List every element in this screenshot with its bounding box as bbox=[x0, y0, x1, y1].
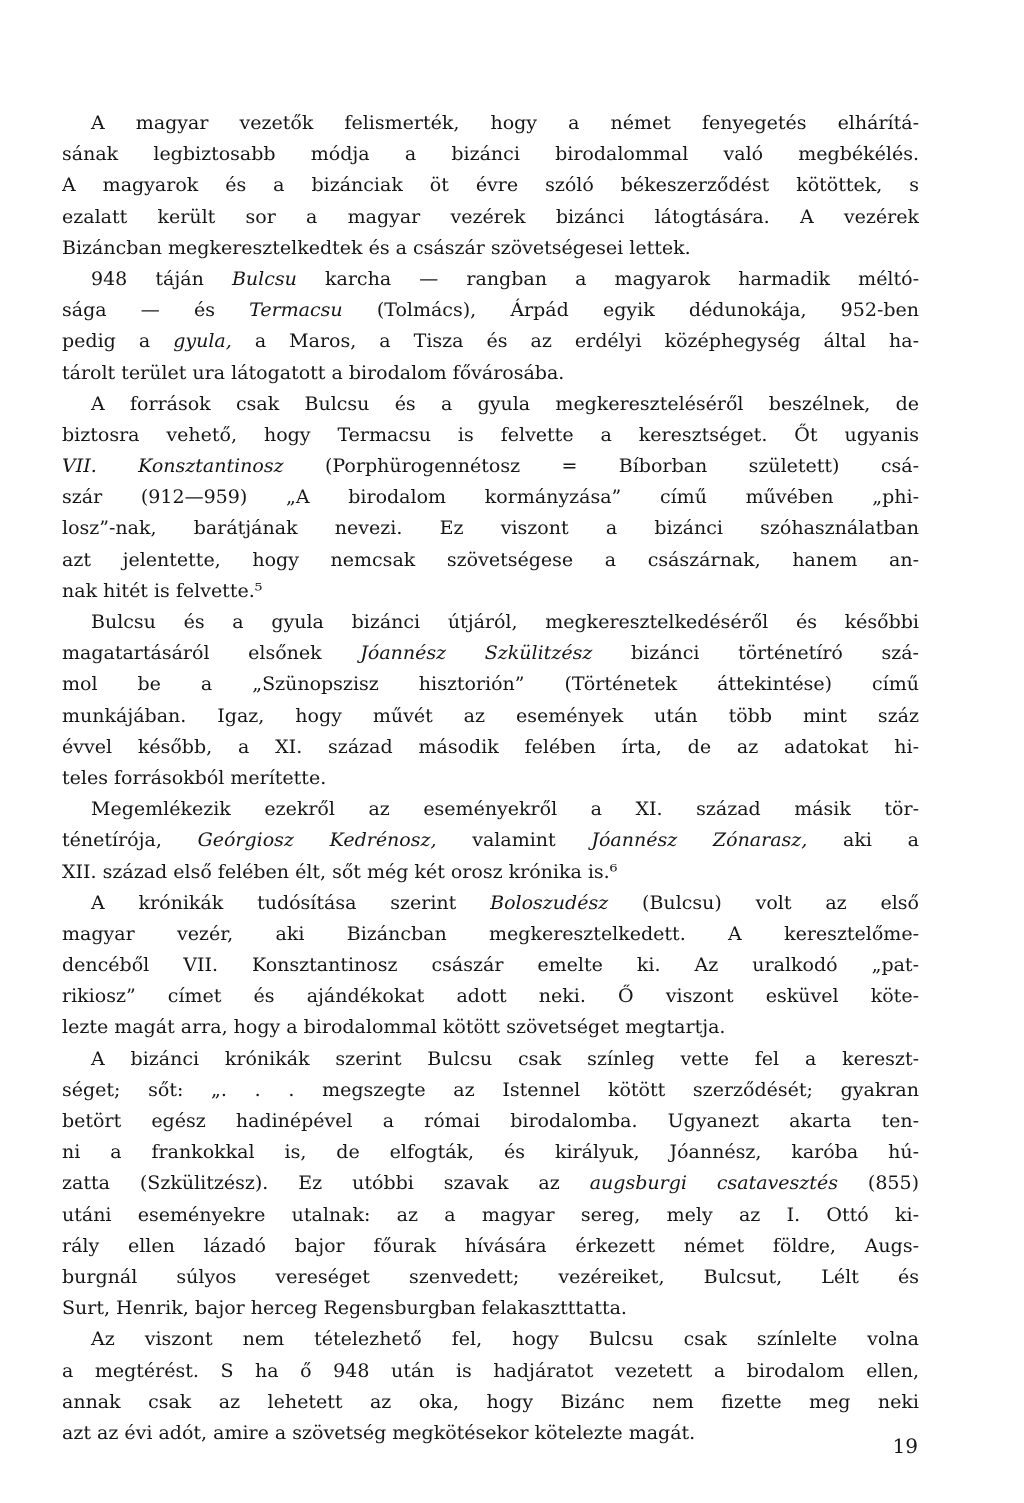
text-line: A magyar vezetők felismerték, hogy a német fenyegetés elhárítá- bbox=[91, 112, 919, 134]
text-line: ténetírója, Geórgiosz Kedrénosz, valamint Jóannész Zónarasz, aki a bbox=[62, 829, 919, 852]
text-line: Az viszont nem tételezhető fel, hogy Bulcsu csak színlelte volna bbox=[91, 1328, 919, 1351]
text-line: lezte magát arra, hogy a birodalommal kötött szövetséget megtartja. bbox=[62, 1016, 726, 1039]
text-line: mol be a „Szünopszisz hisztorión” (Történetek áttekintése) című bbox=[62, 673, 919, 696]
text-line: dencéből VII. Konsztantinosz császár emelte ki. Az uralkodó „pat- bbox=[62, 954, 919, 977]
text-line: a megtérést. S ha ő 948 után is hadjáratot vezetett a birodalom ellen, bbox=[62, 1359, 919, 1382]
text-line: XII. század első felében élt, sőt még két orosz krónika is.⁶ bbox=[62, 860, 618, 883]
text-line: A krónikák tudósítása szerint Boloszudész (Bulcsu) volt az első bbox=[91, 891, 919, 914]
text-line: munkájában. Igaz, hogy művét az események után több mint száz bbox=[62, 704, 919, 727]
text-line: biztosra vehető, hogy Termacsu is felvette a keresztséget. Őt ugyanis bbox=[62, 423, 919, 446]
text-line: rály ellen lázadó bajor főurak hívására érkezett német földre, Augs- bbox=[62, 1234, 919, 1257]
text-line: szár (912—959) „A birodalom kormányzása” című művében „phi- bbox=[62, 486, 919, 509]
text-line: VII. Konsztantinosz (Porphürogennétosz = Bíborban született) csá- bbox=[62, 455, 919, 478]
text-line: rikiosz” címet és ajándékokat adott neki. Ő viszont esküvel köte- bbox=[62, 985, 919, 1008]
text-line: annak csak az lehetett az oka, hogy Bizánc nem fizette meg neki bbox=[62, 1390, 919, 1413]
text-line: Bulcsu és a gyula bizánci útjáról, megkeresztelkedéséről és későbbi bbox=[91, 611, 919, 633]
page-number: 19 bbox=[892, 1434, 918, 1458]
text-line: sának legbiztosabb módja a bizánci birodalommal való megbékélés. bbox=[62, 143, 919, 166]
text-line: zatta (Szkülitzész). Ez utóbbi szavak az augsburgi csatavesztés (855) bbox=[62, 1172, 919, 1195]
text-line: 948 táján Bulcsu karcha — rangban a magyarok harmadik méltó- bbox=[91, 267, 919, 290]
text-line: ni a frankokkal is, de elfogták, és királyuk, Jóannész, karóba hú- bbox=[62, 1141, 919, 1164]
text-line: betört egész hadinépével a római birodalomba. Ugyanezt akarta ten- bbox=[62, 1110, 919, 1132]
text-line: pedig a gyula, a Maros, a Tisza és az erdélyi középhegység által ha- bbox=[62, 330, 919, 353]
text-line: utáni eseményekre utalnak: az a magyar sereg, mely az I. Ottó ki- bbox=[62, 1203, 919, 1226]
text-line: burgnál súlyos vereséget szenvedett; vezéreiket, Bulcsut, Lélt és bbox=[62, 1265, 919, 1288]
text-line: tárolt terület ura látogatott a birodalom fővárosába. bbox=[62, 361, 565, 384]
text-line: ezalatt került sor a magyar vezérek bizánci látogtására. A vezérek bbox=[62, 205, 919, 228]
text-line: sága — és Termacsu (Tolmács), Árpád egyik dédunokája, 952-ben bbox=[62, 299, 919, 322]
text-line: azt az évi adót, amire a szövetség megkötésekor kötelezte magát. bbox=[62, 1421, 696, 1444]
text-line: Surt, Henrik, bajor herceg Regensburgban felakasztttatta. bbox=[62, 1297, 627, 1320]
text-line: teles forrásokból merítette. bbox=[62, 766, 327, 789]
text-line: losz”-nak, barátjának nevezi. Ez viszont a bizánci szóhasználatban bbox=[62, 517, 919, 540]
text-line: Megemlékezik ezekről az eseményekről a XI. század másik tör- bbox=[91, 798, 919, 821]
body-text bbox=[62, 108, 919, 1449]
text-line: azt jelentette, hogy nemcsak szövetségese a császárnak, hanem an- bbox=[62, 548, 919, 571]
text-line: nak hitét is felvette.⁵ bbox=[62, 579, 263, 602]
text-line: évvel később, a XI. század második felében írta, de az adatokat hi- bbox=[62, 735, 919, 758]
text-line: A források csak Bulcsu és a gyula megkereszteléséről beszélnek, de bbox=[91, 392, 919, 415]
text-line: Bizáncban megkeresztelkedtek és a császár szövetségesei lettek. bbox=[62, 236, 691, 259]
text-line: A magyarok és a bizánciak öt évre szóló békeszerződést kötöttek, s bbox=[62, 174, 919, 197]
text-line: magyar vezér, aki Bizáncban megkeresztelkedett. A keresztelőme- bbox=[62, 922, 919, 945]
text-line: A bizánci krónikák szerint Bulcsu csak színleg vette fel a kereszt- bbox=[91, 1047, 919, 1070]
text-line: séget; sőt: „. . . megszegte az Istennel kötött szerződését; gyakran bbox=[62, 1078, 919, 1101]
text-line: magatartásáról elsőnek Jóannész Szkülitzész bizánci történetíró szá- bbox=[62, 642, 919, 665]
